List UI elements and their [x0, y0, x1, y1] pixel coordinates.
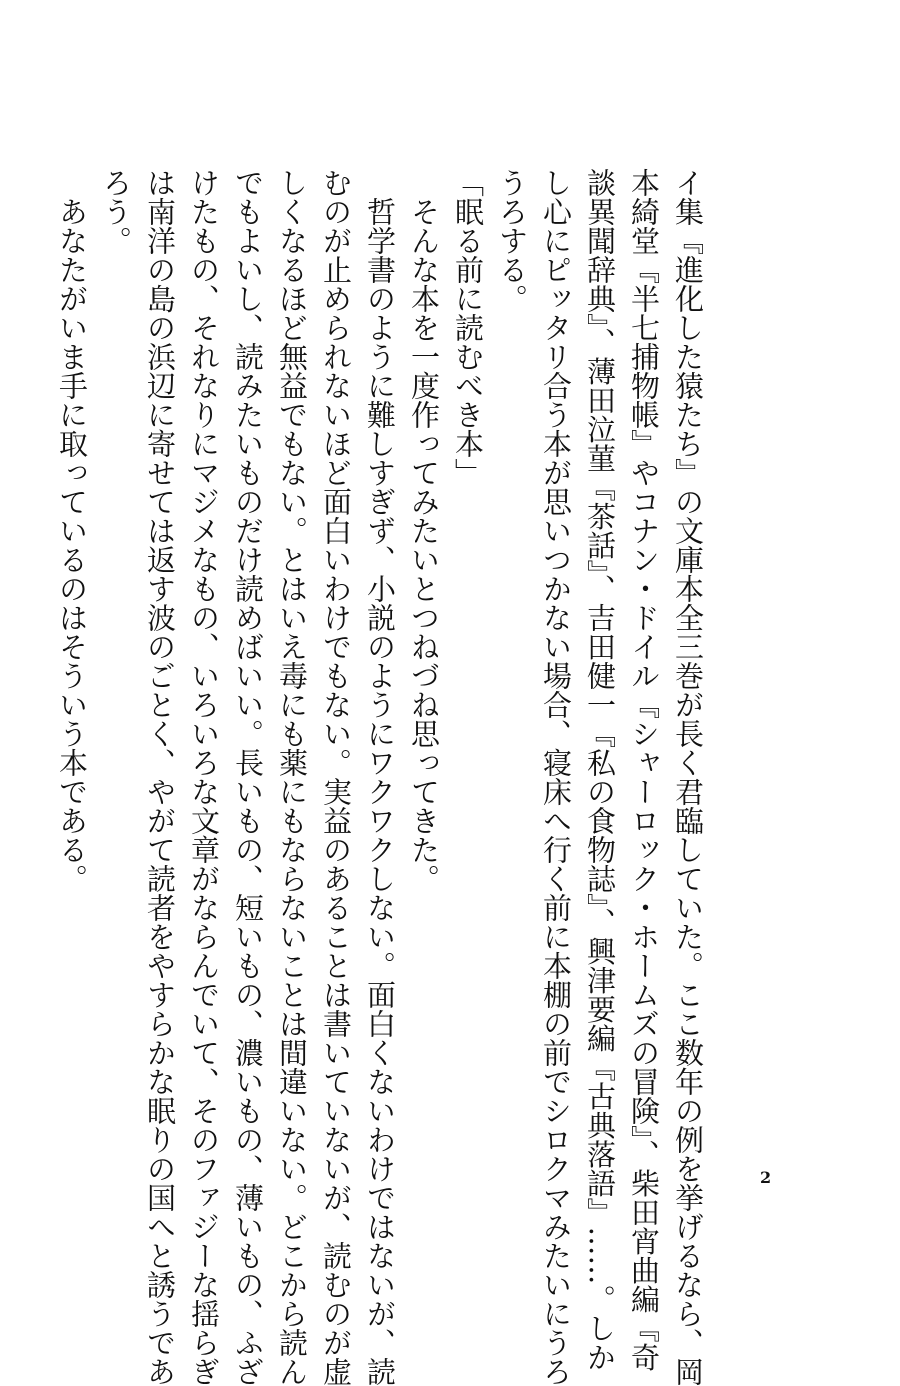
text-line: けたもの、それなりにマジメなもの、いろいろな文章がならんでいて、そのファジーな揺らぎ — [187, 168, 221, 1386]
text-line: は南洋の島の浜辺に寄せては返す波のごとく、やがて読者をやすらかな眠りの国へと誘うであ — [143, 168, 177, 1386]
text-line: 哲学書のように難しすぎず、小説のようにワクワクしない。面白くないわけではないが、読 — [363, 197, 397, 1386]
text-line: ろう。 — [99, 168, 133, 255]
text-line: 談異聞辞典』、薄田泣菫『茶話』、吉田健一『私の食物誌』、興津要編『古典落語』……。しか — [583, 168, 617, 1372]
text-line: しくなるほど無益でもない。とはいえ毒にも薬にもならないことは間違いない。どこから読ん — [275, 168, 309, 1386]
text-line: そんな本を一度作ってみたいとつねづね思ってきた。 — [407, 197, 441, 893]
text-line: むのが止められないほど面白いわけでもない。実益のあることは書いていないが、読むのが虚 — [319, 168, 353, 1386]
text-line: イ集『進化した猿たち』の文庫本全三巻が長く君臨していた。ここ数年の例を挙げるなら、岡 — [671, 168, 705, 1386]
text-line: 本綺堂『半七捕物帳』やコナン・ドイル『シャーロック・ホームズの冒険』、柴田宵曲編『奇 — [627, 168, 661, 1372]
page-number: 2 — [760, 1168, 772, 1187]
text-line: でもよいし、読みたいものだけ読めばいい。長いもの、短いもの、濃いもの、薄いもの、ふざ — [231, 168, 265, 1386]
vertical-text-body — [55, 168, 710, 1386]
quoted-title-line: 「眠る前に読むべき本」 — [451, 168, 485, 487]
text-line: あなたがいま手に取っているのはそういう本である。 — [55, 197, 89, 893]
text-line: し心にピッタリ合う本が思いつかない場合、寝床へ行く前に本棚の前でシロクマみたいにうろ — [539, 168, 573, 1386]
text-line: うろする。 — [495, 168, 529, 313]
